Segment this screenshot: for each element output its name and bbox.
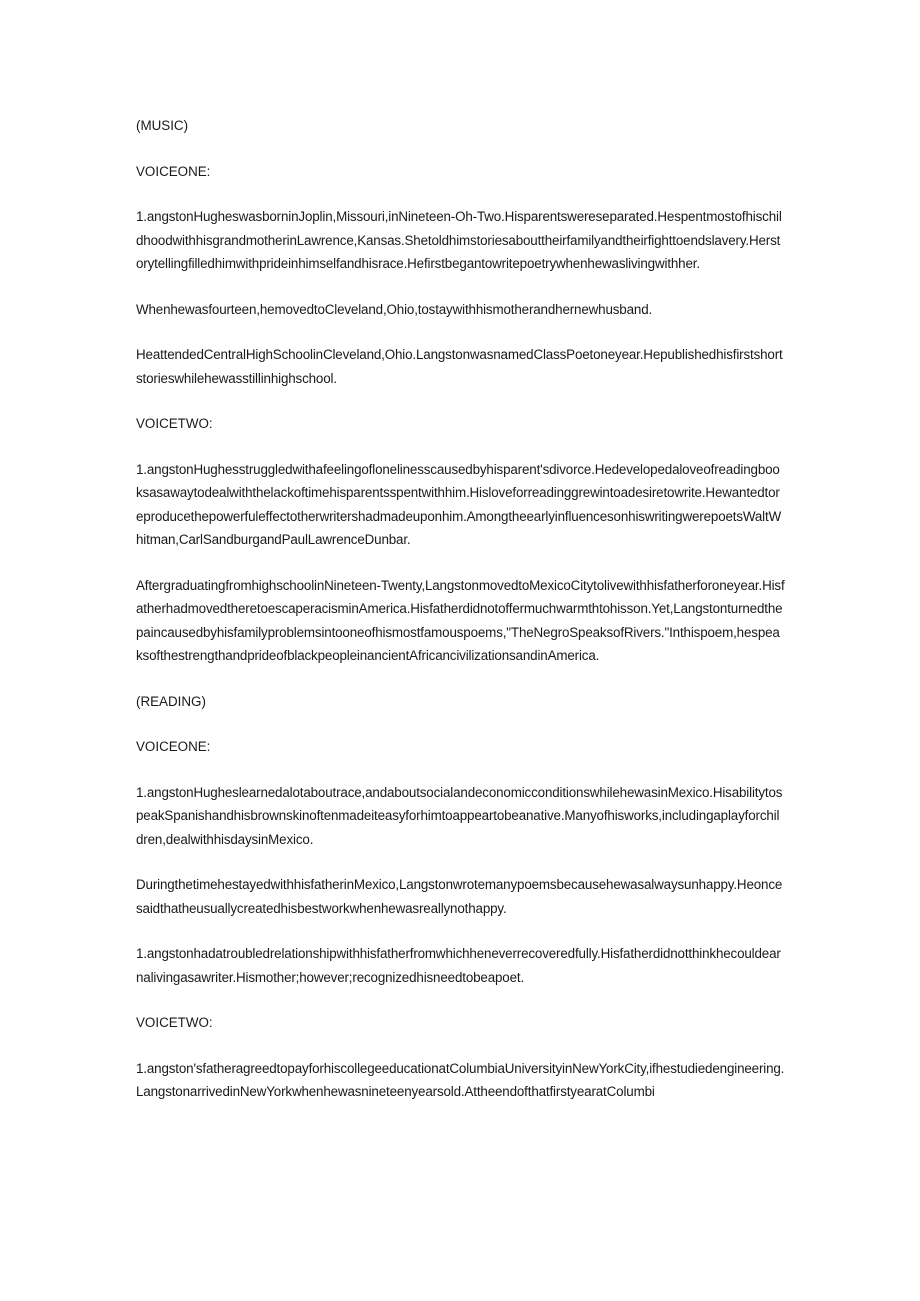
section-label-reading: (READING)	[136, 693, 206, 709]
paragraph: 1.angstonHughesstruggledwithafeelingoflonelinesscausedbyhisparent'sdivorce.Hedevelopedaloveofreadingbooksasawaytodealwiththelackoftimehisparentsspentwithhim.Hisloveforreadinggrewintoadesiretowrite.Hewantedtoreproducethepowerfuleffectotherwritershadmadeuponhim.AmongtheearlyinfluencesonhiswritingwerepoetsWaltWhitman,CarlSandburgandPaulLawrenceDunbar.	[136, 461, 782, 547]
paragraph: AftergraduatingfromhighschoolinNineteen-Twenty,LangstonmovedtoMexicoCitytolivewithhisfatherforoneyear.HisfatherhadmovedtheretoescaperacisminAmerica.Hisfatherdidnotoffermuchwarmthtohisson.Yet,Langstonturnedthepaincausedbyhisfamilyproblemsintooneofhismostfamouspoems,"TheNegroSpeaksofRivers."Inthispoem,hespeaksofthestrengthandprideofblackpeopleinancientAfricancivilizationsandinAmerica.	[136, 577, 785, 663]
paragraph: 1.angston'sfatheragreedtopayforhiscollegeeducationatColumbiaUniversityinNewYorkCity,ifhestudiedengineering.LangstonarrivedinNewYorkwhenhewasnineteenyearsold.AttheendofthatfirstyearatColumbi	[136, 1060, 785, 1099]
speaker-label: VOICETWO:	[136, 1015, 213, 1030]
speaker-label: VOICETWO:	[136, 416, 213, 431]
paragraph: 1.angstonhadatroubledrelationshipwithhisfatherfromwhichheneverrecoveredfully.Hisfatherdidnotthinkhecouldearnalivingasawriter.Hismother;however;recognizedhisneedtobeapoet.	[136, 946, 781, 985]
speaker-label: VOICEONE:	[136, 163, 211, 179]
paragraph: Whenhewasfourteen,hemovedtoCleveland,Ohio,tostaywithhismotherandhernewhusband.	[136, 301, 653, 317]
paragraph: 1.angstonHugheslearnedalotaboutrace,andaboutsocialandeconomicconditionswhilehewasinMexico.HisabilitytospeakSpanishandhisbrownskinoftenmadeiteasyforhimtoappeartobeanative.Manyofhisworks,includingaplayforchildren,dealwithhisdaysinMexico.	[136, 784, 783, 847]
paragraph: DuringthetimehestayedwithhisfatherinMexico,Langstonwrotemanypoemsbecausehewasalwaysunhappy.Heoncesaidthatheusuallycreatedhisbestworkwhenhewasreallynothappy.	[136, 877, 783, 916]
document-page	[136, 114, 786, 1126]
speaker-label: VOICEONE:	[136, 739, 211, 754]
paragraph: HeattendedCentralHighSchoolinCleveland,Ohio.LangstonwasnamedClassPoetoneyear.Hepublishedhisfirstshortstorieswhilehewasstillinhighschool.	[136, 347, 783, 386]
paragraph: 1.angstonHugheswasborninJoplin,Missouri,inNineteen-Oh-Two.Hisparentswereseparated.HespentmostofhischildhoodwithhisgrandmotherinLawrence,Kansas.Shetoldhimstoriesabouttheirfamilyandtheirfighttoendslavery.Herstorytellingfilledhimwithprideinhimselfandhisrace.Hefirstbegantowritepoetrywhenhewaslivingwithher.	[136, 209, 782, 271]
section-label-music: (MUSIC)	[136, 118, 189, 133]
